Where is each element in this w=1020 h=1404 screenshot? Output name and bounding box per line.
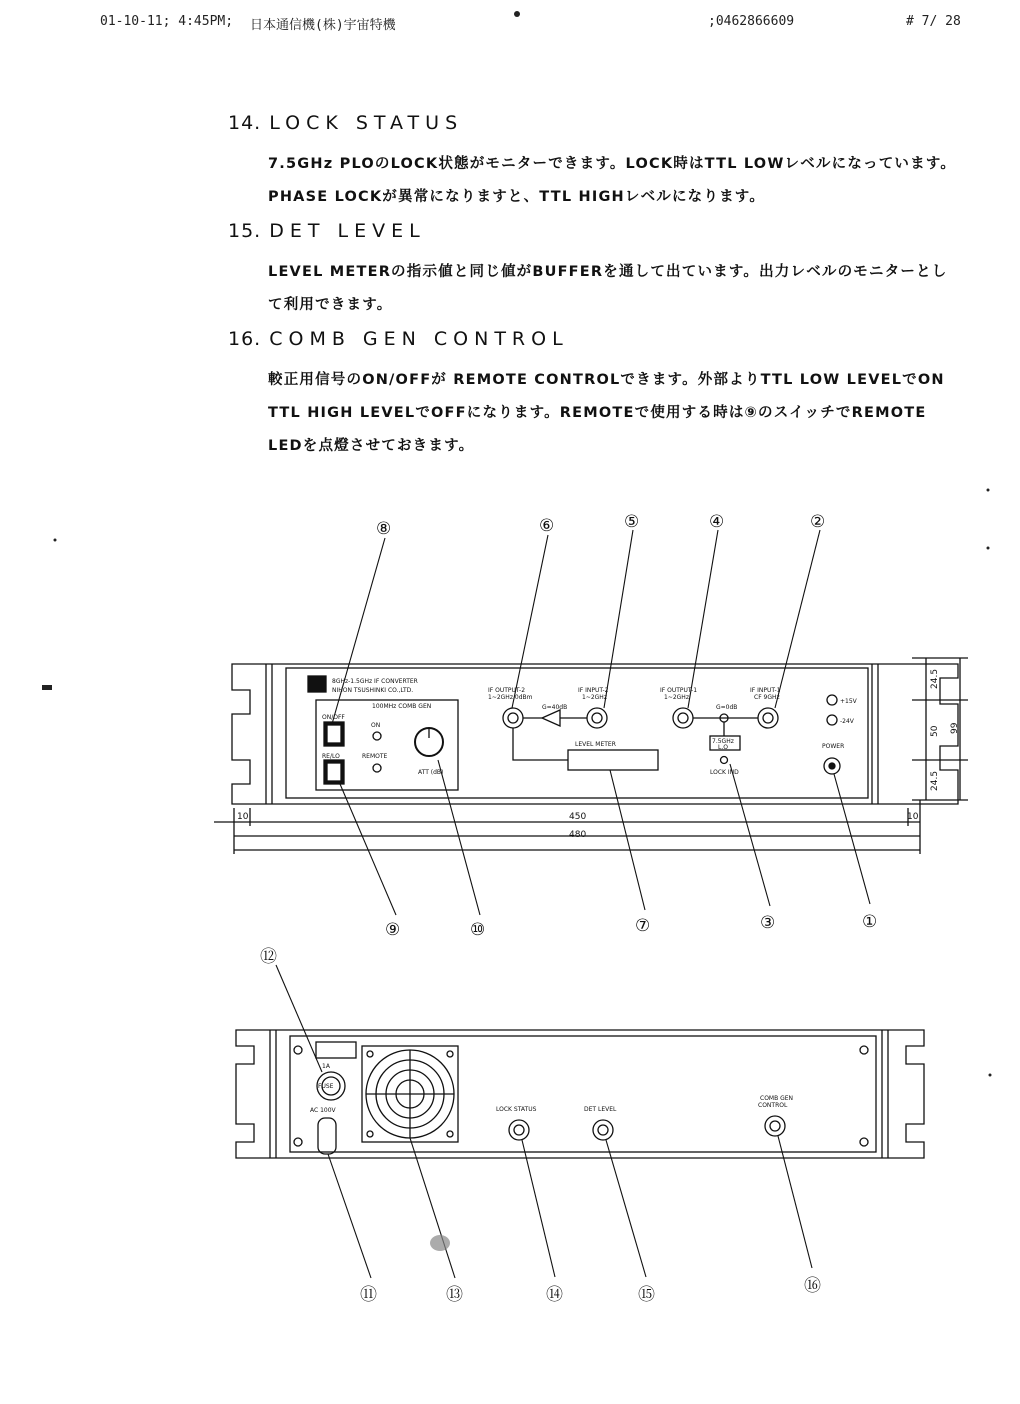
dim-margin-left: 10 xyxy=(237,812,249,822)
dim-bottom: 24.5 xyxy=(930,770,940,791)
if-out2-sub-label: 1~2GHz 0dBm xyxy=(488,694,533,701)
ac-inlet xyxy=(318,1118,336,1154)
fax-timestamp: 01-10-11; 4:45PM; xyxy=(100,14,234,29)
callout-1: ① xyxy=(862,912,878,932)
if-out2-label: IF OUTPUT-2 xyxy=(488,687,526,694)
callout-4: ④ xyxy=(709,512,725,532)
plus15v-label: +15V xyxy=(840,698,857,705)
det-level-label: DET LEVEL xyxy=(584,1106,617,1113)
minus24v-label: -24V xyxy=(840,718,854,725)
section-body: LEVEL METERの指示値と同じ値がBUFFERを通して出ています。出力レベルのモニターとして利用できます。 xyxy=(268,264,948,313)
dim-middle: 50 xyxy=(930,725,940,737)
if-in2-label: IF INPUT-2 xyxy=(578,687,609,694)
section-body: 7.5GHz PLOのLOCK状態がモニターできます。LOCK時はTTL LOWレベルになっています。PHASE LOCKが異常になりますと、TTL HIGHレベルになります。 xyxy=(268,156,957,205)
front-panel-labels xyxy=(322,678,858,776)
callout-14: ⑭ xyxy=(546,1285,563,1305)
callout-12: ⑫ xyxy=(260,947,277,967)
fuse-rating-label: 1A xyxy=(322,1063,330,1070)
if-input-2-connector xyxy=(587,708,607,728)
rear-panel-labels xyxy=(310,1063,793,1114)
dim-inner-width: 450 xyxy=(569,812,587,822)
fax-sender: 日本通信機(株)宇宙特機 xyxy=(250,18,396,33)
callout-16: ⑯ xyxy=(804,1276,821,1296)
minus24v-terminal xyxy=(827,715,837,725)
callouts xyxy=(260,512,877,1305)
re-lo-label: RE/LO xyxy=(322,753,340,760)
smudge xyxy=(430,1235,450,1251)
callout-5: ⑤ xyxy=(624,512,640,532)
att-label: ATT (dB) xyxy=(418,769,444,776)
dim-top: 24.5 xyxy=(930,668,940,689)
lock-status-label: LOCK STATUS xyxy=(496,1106,537,1113)
lock-ind-led xyxy=(721,757,728,764)
if-output-2-connector xyxy=(503,708,523,728)
if-input-1-connector xyxy=(758,708,778,728)
amplifier-2-symbol xyxy=(542,710,560,726)
callout-6: ⑥ xyxy=(539,516,555,536)
maker-label: NIHON TSUSHINKI CO.,LTD. xyxy=(332,687,414,694)
comb-gen-control-label: CONTROL xyxy=(758,1102,788,1109)
gain2-label: G=40dB xyxy=(542,704,568,711)
det-level-connector xyxy=(593,1120,613,1140)
fuse-label: FUSE xyxy=(318,1083,334,1090)
callout-8: ⑧ xyxy=(376,519,392,539)
callout-3: ③ xyxy=(760,913,776,933)
section-body: 較正用信号のON/OFFが REMOTE CONTROLできます。外部よりTTL LOW LEVELでON TTL HIGH LEVELでOFFになります。REMOTEで使用する時は⑨のスイッチでREMOTE LEDを点燈させておきます。 xyxy=(268,372,945,454)
plus15v-terminal xyxy=(827,695,837,705)
lock-ind-label: LOCK IND xyxy=(710,769,739,776)
rear-panel-outline xyxy=(236,1030,924,1158)
gain1-label: G=0dB xyxy=(716,704,738,711)
lock-status-connector xyxy=(509,1120,529,1140)
remote-led xyxy=(373,764,381,772)
comb-gen-label: 100MHz COMB GEN xyxy=(372,703,432,710)
on-off-label: ON/OFF xyxy=(322,714,345,721)
section-title: 16. COMB GEN CONTROL xyxy=(228,328,569,350)
on-label: ON xyxy=(371,722,381,729)
dim-margin-right: 10 xyxy=(907,812,919,822)
callout-7: ⑦ xyxy=(635,916,651,936)
if-in1-label: IF INPUT-1 xyxy=(750,687,781,694)
on-led xyxy=(373,732,381,740)
scan-artifacts xyxy=(42,11,992,1077)
remote-label: REMOTE xyxy=(362,753,388,760)
nameplate xyxy=(316,1042,356,1058)
callout-13: ⑬ xyxy=(446,1285,463,1305)
section-title: 15. DET LEVEL xyxy=(228,220,426,242)
callout-11: ⑪ xyxy=(360,1285,377,1305)
fax-page: # 7/ 28 xyxy=(906,14,961,29)
if-out1-sub-label: 1~2GHz xyxy=(664,694,689,701)
if-out1-label: IF OUTPUT-1 xyxy=(660,687,698,694)
if-in2-sub-label: 1~2GHz xyxy=(582,694,607,701)
maker-logo xyxy=(308,676,326,692)
leader-lines xyxy=(276,530,870,1278)
fax-number: ;0462866609 xyxy=(708,14,795,29)
level-meter xyxy=(568,750,658,770)
power-label: POWER xyxy=(822,743,845,750)
callout-2: ② xyxy=(810,512,826,532)
plo-sub-label: L.O xyxy=(718,744,728,751)
level-meter-label: LEVEL METER xyxy=(575,741,616,748)
dim-outer-width: 480 xyxy=(569,830,587,840)
if-in1-sub-label: CF 9GHz xyxy=(754,694,780,701)
callout-15: ⑮ xyxy=(638,1285,655,1305)
section-title: 14. LOCK STATUS xyxy=(228,112,464,134)
model-label: 8GHz-1.5GHz IF CONVERTER xyxy=(332,678,418,685)
dim-total-height: 99 xyxy=(950,722,960,734)
comb-gen-control-connector xyxy=(765,1116,785,1136)
callout-9: ⑨ xyxy=(385,920,401,940)
comb-gen-rear-label: COMB GEN xyxy=(760,1095,794,1102)
ac-label: AC 100V xyxy=(310,1107,336,1114)
plo-label: 7.5GHz xyxy=(712,738,734,745)
if-output-1-connector xyxy=(673,708,693,728)
callout-10: ⑩ xyxy=(470,920,486,940)
